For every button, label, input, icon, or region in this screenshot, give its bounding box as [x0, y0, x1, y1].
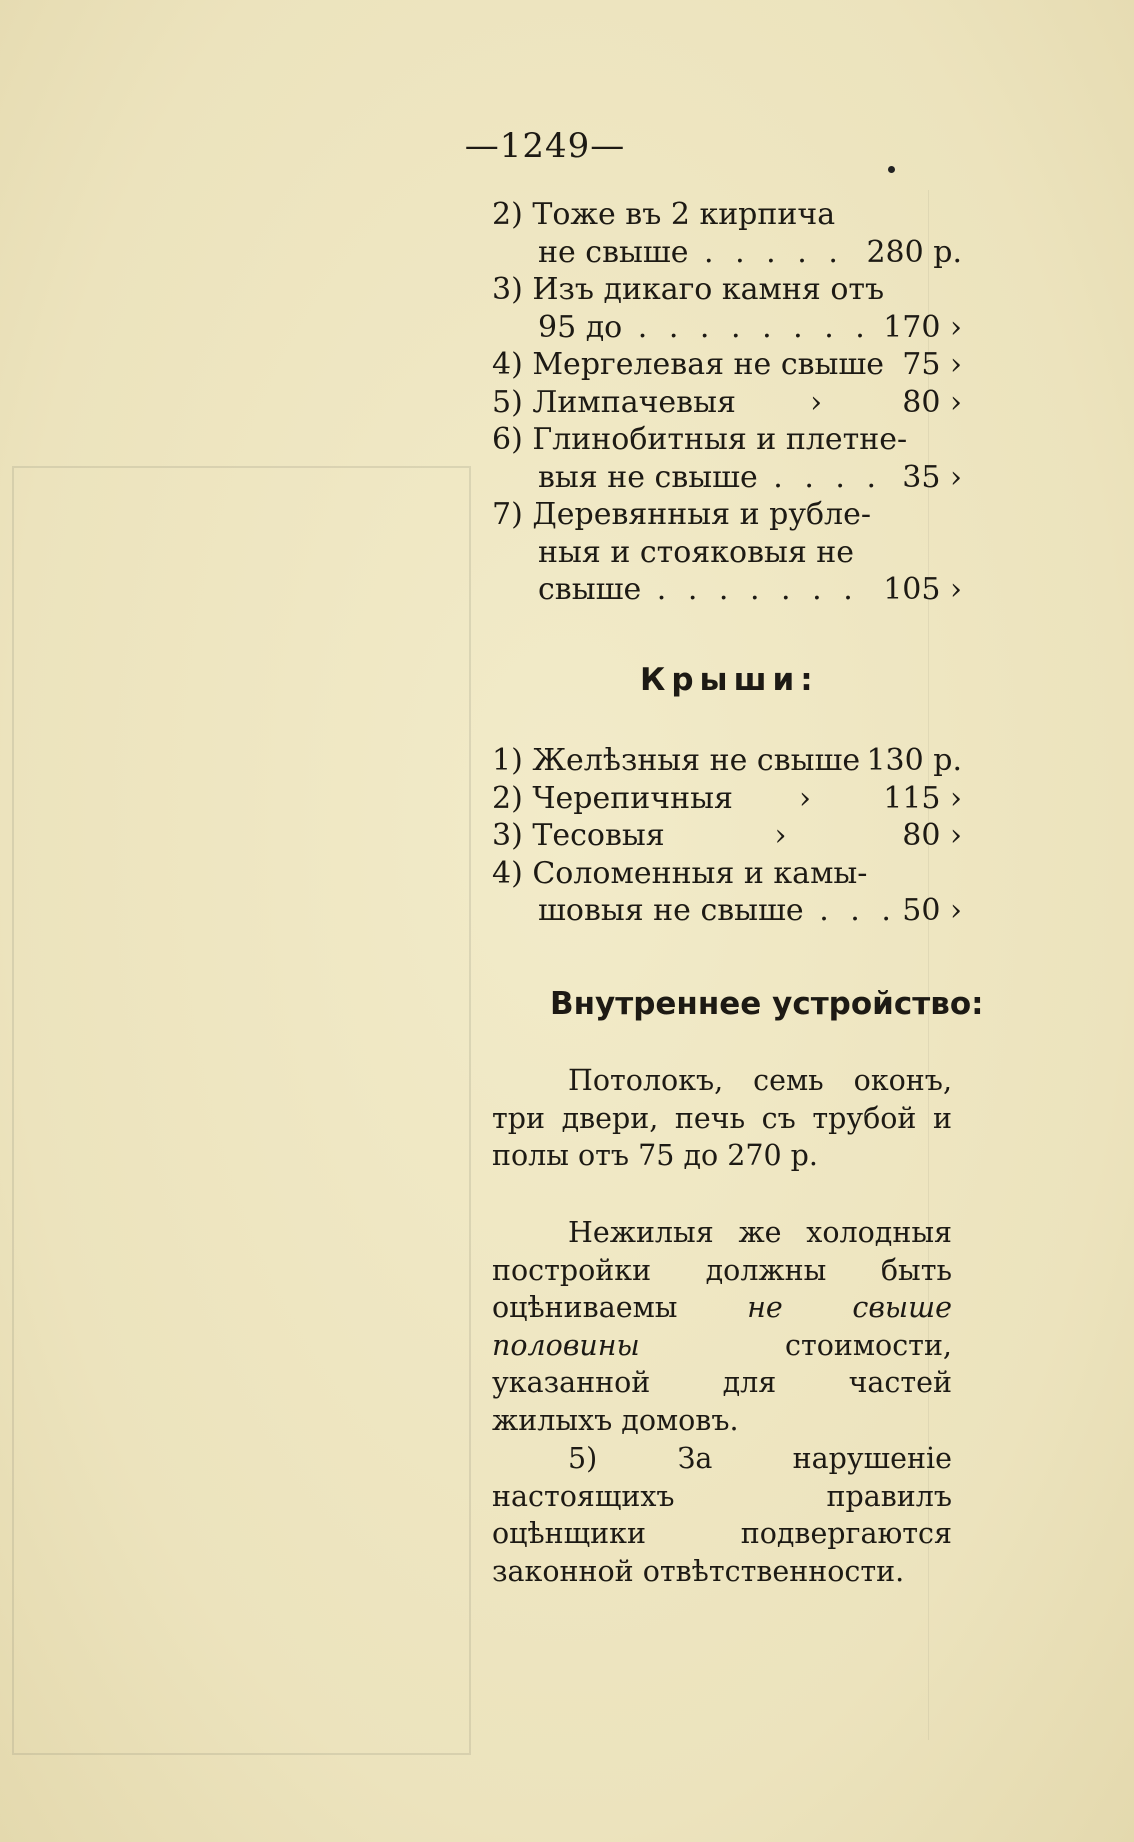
list-item-continuation: выя не свыше . . . 35 ›	[492, 459, 962, 497]
list-item: 5) Лимпачевыя › 80 ›	[492, 384, 962, 420]
list-item-continuation: свыше . . . 105 ›	[492, 571, 962, 609]
list-item-continuation: 95 до . . . 170 ›	[492, 309, 962, 347]
roofs-heading: Крыши:	[640, 662, 819, 698]
list-item: 6) Глинобитныя и плетне-	[492, 422, 908, 457]
interior-heading: Внутреннее устройство:	[550, 986, 984, 1022]
ink-dot	[888, 166, 895, 173]
list-item: 3) Тесовыя › 80 ›	[492, 818, 962, 853]
list-item: 4) Соломенныя и камы-	[492, 855, 868, 891]
list-item: 1) Желѣзныя не свыше 130 р.	[492, 743, 962, 778]
list-item: 3) Изъ дикаго камня отъ	[492, 272, 885, 307]
list-item: 2) Черепичныя › 115 ›	[492, 780, 962, 816]
roofs-list	[492, 742, 962, 930]
bleed-through-table	[12, 466, 471, 1755]
list-item: 4) Мергелевая не свыше 75 ›	[492, 347, 962, 382]
list-item: 7) Деревянныя и рубле-	[492, 497, 871, 532]
list-item: 2) Тоже въ 2 кирпича	[492, 197, 836, 232]
list-item-continuation: шовыя не свыше . . . 50 ›	[492, 892, 962, 930]
list-item-continuation: ныя и стояковыя не	[538, 534, 855, 570]
list-item-continuation: не свыше . . . 280 р.	[492, 234, 962, 272]
walls-list	[492, 196, 962, 609]
nonresidential-paragraph: Нежилыя же холодныя постройки должны быть оцѣниваемы не свыше половины стоимости, указанной для частей жилыхъ домовъ.	[492, 1216, 952, 1437]
rule-5-paragraph: 5) За нарушеніе настоящихъ правилъ оцѣнщики подвергаются законной отвѣтственности.	[492, 1442, 952, 1588]
page-number: —1249—	[464, 126, 626, 166]
interior-paragraph: Потолокъ, семь оконъ, три двери, печь съ трубой и полы отъ 75 до 270 р.	[492, 1064, 952, 1172]
